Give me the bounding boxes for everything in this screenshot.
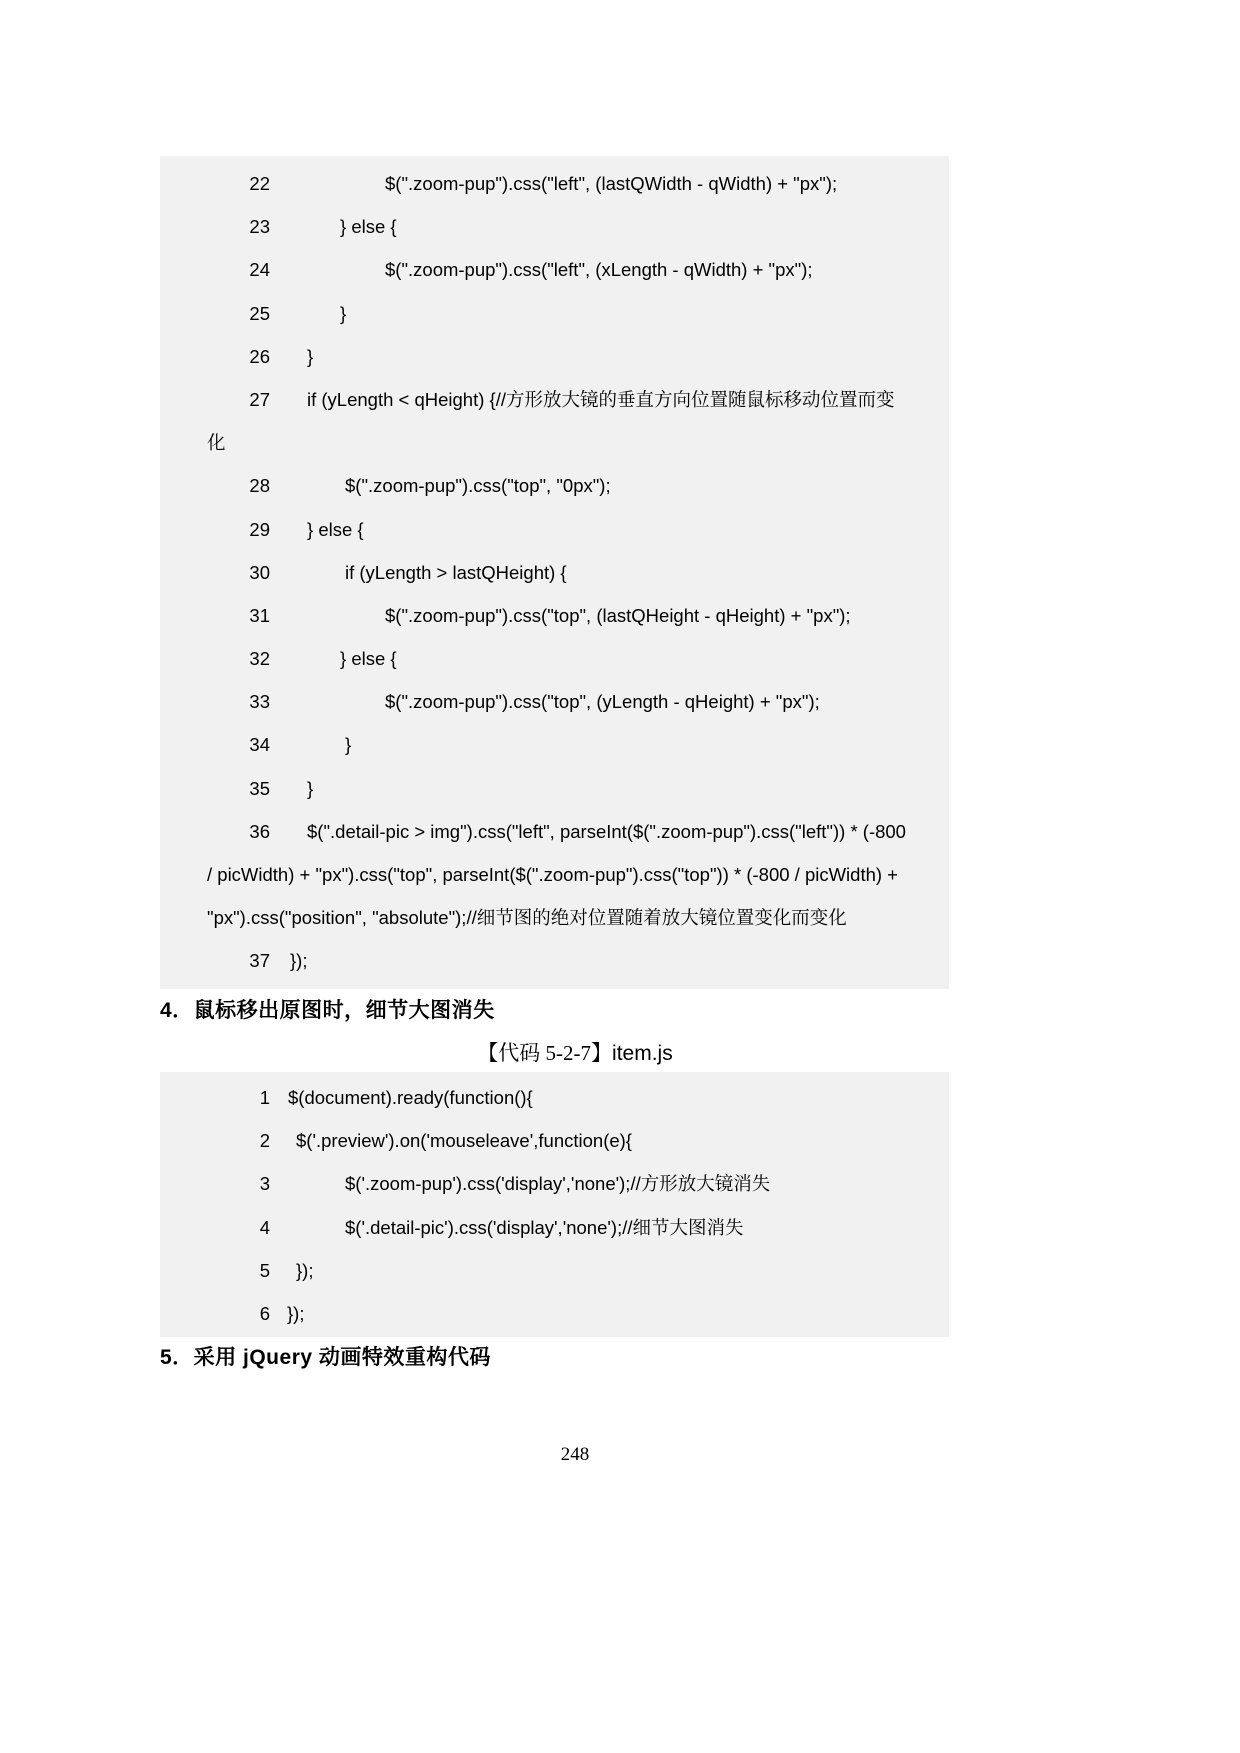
line-number: 27 bbox=[249, 388, 270, 410]
code-caption-filename: item.js bbox=[612, 1042, 673, 1065]
code-text: $(document).ready(function(){ bbox=[288, 1087, 533, 1108]
code-line bbox=[160, 680, 949, 723]
code-line bbox=[160, 248, 949, 291]
code-text: $(".zoom-pup").css("top", (yLength - qHeight) + "px"); bbox=[385, 691, 820, 713]
code-line bbox=[160, 162, 949, 205]
code-line bbox=[160, 767, 949, 810]
code-text: } bbox=[307, 345, 314, 367]
code-line-continuation bbox=[160, 896, 949, 939]
code-line bbox=[160, 1249, 949, 1292]
line-number: 35 bbox=[249, 777, 270, 799]
code-text: } else { bbox=[340, 648, 397, 670]
line-number: 32 bbox=[249, 648, 270, 670]
code-text: }); bbox=[296, 1259, 314, 1281]
code-line bbox=[160, 1119, 949, 1162]
line-number: 1 bbox=[259, 1087, 270, 1108]
line-number: 23 bbox=[249, 216, 270, 238]
line-number: 37 bbox=[249, 950, 270, 972]
code-caption bbox=[0, 1040, 1150, 1067]
code-line bbox=[160, 1162, 949, 1205]
code-line bbox=[160, 594, 949, 637]
code-line bbox=[160, 205, 949, 248]
code-text: } bbox=[345, 734, 352, 756]
code-text: $(".zoom-pup").css("left", (lastQWidth - qWidth) + "px"); bbox=[385, 173, 838, 194]
code-text: / picWidth) + "px").css("top", parseInt($(".zoom-pup").css("top")) * (-800 / picWidth) + bbox=[207, 864, 898, 885]
code-text: 化 bbox=[207, 432, 226, 454]
line-number: 29 bbox=[249, 518, 270, 540]
code-text: $('.detail-pic').css('display','none');//细节大图消失 bbox=[345, 1216, 744, 1238]
code-text: } else { bbox=[340, 216, 397, 238]
line-number: 2 bbox=[259, 1130, 270, 1152]
code-text: $('.preview').on('mouseleave',function(e){ bbox=[296, 1130, 632, 1152]
code-text: $(".zoom-pup").css("top", (lastQHeight - qHeight) + "px"); bbox=[385, 604, 851, 626]
code-line bbox=[160, 378, 949, 421]
line-number: 31 bbox=[249, 604, 270, 626]
code-text: } bbox=[340, 302, 347, 324]
code-text: if (yLength < qHeight) {//方形放大镜的垂直方向位置随鼠标移动位置而变 bbox=[307, 388, 895, 410]
line-number: 33 bbox=[249, 691, 270, 713]
line-number: 36 bbox=[249, 820, 270, 842]
code-line-continuation bbox=[160, 853, 949, 896]
code-text: $(".zoom-pup").css("left", (xLength - qWidth) + "px"); bbox=[385, 259, 813, 281]
code-text: }); bbox=[290, 950, 308, 972]
code-line bbox=[160, 723, 949, 766]
code-line-continuation bbox=[160, 421, 949, 464]
line-number: 34 bbox=[249, 734, 270, 756]
code-text: } else { bbox=[307, 518, 364, 540]
line-number: 5 bbox=[259, 1259, 270, 1281]
code-listing-5-2-7 bbox=[160, 1072, 949, 1337]
code-text: $('.zoom-pup').css('display','none');//方形放大镜消失 bbox=[345, 1173, 771, 1195]
code-text: }); bbox=[287, 1302, 305, 1324]
code-text: $(".zoom-pup").css("top", "0px"); bbox=[345, 475, 611, 497]
code-line bbox=[160, 1292, 949, 1335]
code-line bbox=[160, 939, 949, 982]
code-line bbox=[160, 335, 949, 378]
line-number: 26 bbox=[249, 345, 270, 367]
line-number: 30 bbox=[249, 561, 270, 583]
line-number: 25 bbox=[249, 302, 270, 324]
section-heading-4: 4．鼠标移出原图时，细节大图消失 bbox=[160, 999, 495, 1022]
code-line bbox=[160, 810, 949, 853]
code-caption-label: 【代码 5-2-7】 bbox=[477, 1041, 613, 1065]
line-number: 24 bbox=[249, 259, 270, 281]
code-line bbox=[160, 292, 949, 335]
code-text: } bbox=[307, 777, 314, 799]
code-text: $(".detail-pic > img").css("left", parseInt($(".zoom-pup").css("left")) * (-800 bbox=[307, 820, 906, 842]
code-line bbox=[160, 508, 949, 551]
code-line bbox=[160, 551, 949, 594]
code-line bbox=[160, 1076, 949, 1119]
section-heading-5: 5．采用 jQuery 动画特效重构代码 bbox=[160, 1346, 491, 1369]
code-text: "px").css("position", "absolute");//细节图的绝对位置随着放大镜位置变化而变化 bbox=[207, 907, 847, 929]
line-number: 6 bbox=[259, 1302, 270, 1324]
line-number: 3 bbox=[259, 1173, 270, 1195]
line-number: 22 bbox=[249, 173, 270, 194]
code-line bbox=[160, 637, 949, 680]
page-number: 248 bbox=[560, 1444, 590, 1465]
code-line bbox=[160, 1206, 949, 1249]
line-number: 4 bbox=[259, 1216, 270, 1238]
code-text: if (yLength > lastQHeight) { bbox=[345, 561, 567, 583]
code-listing-item-js-part2 bbox=[160, 156, 949, 989]
code-line bbox=[160, 464, 949, 507]
line-number: 28 bbox=[249, 475, 270, 497]
